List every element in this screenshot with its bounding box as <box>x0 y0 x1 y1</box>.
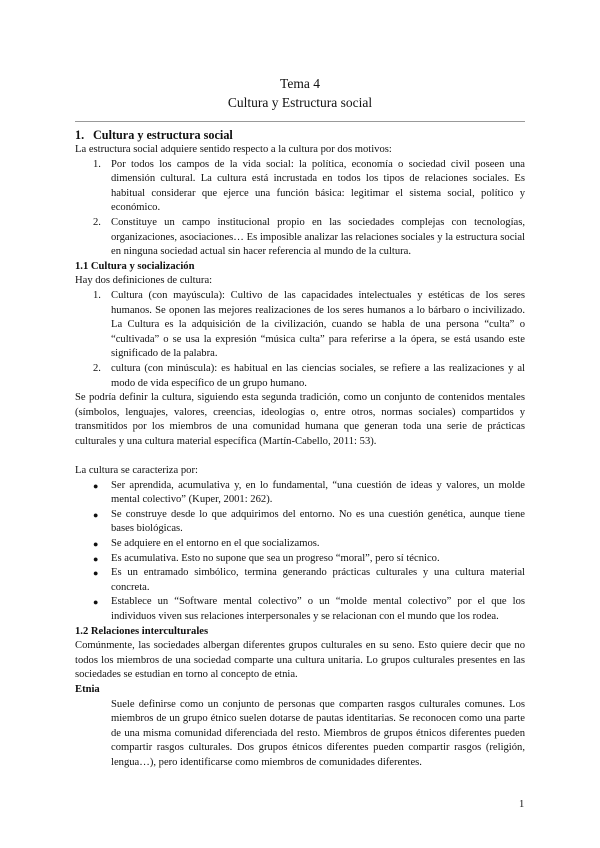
traits-list <box>75 479 525 625</box>
etnia-paragraph: Suele definirse como un conjunto de personas que comparten rasgos culturales comunes. Los miembros de un grupo étnico suelen dotarse de pautas identitarias. Se reconocen como una parte de una misma comunidad diferenciada del resto. Miembros de grupos étnicos diferentes pueden compartir rasgos culturales. Dos grupos étnicos diferentes pueden compartir rasgos (religión, lengua…), pero identificarse como miembros de comunidades diferentes. <box>111 698 525 768</box>
list-item <box>75 362 525 391</box>
list-item-text: Constituye un campo institucional propio en las sociedades complejas con tecnologías, organizaciones, asociaciones… Es imposible analizar las relaciones sociales y la estructura social en ninguna sociedad actual sin hacer referencia al mundo de la cultura. <box>111 216 525 258</box>
bullet-icon: ● <box>93 539 99 550</box>
list-item-text: Se construye desde lo que adquirimos del entorno. No es una cuestión genética, aunque tiene bases biológicas. <box>111 508 525 535</box>
list-item-text: Establece un “Software mental colectivo” o un “molde mental colectivo” por el que los individuos viven sus relaciones interpersonales y se relacionan con el mundo que los rodea. <box>111 596 525 622</box>
section-1-heading <box>75 127 525 143</box>
list-item-text: cultura (con minúscula): es habitual en las ciencias sociales, se refiere a las realizaciones y al modo de vida específico de un grupo humano. <box>111 362 525 389</box>
traits-intro: La cultura se caracteriza por: <box>75 465 198 477</box>
topic-title: Cultura y Estructura social <box>227 95 373 110</box>
page-number: 1 <box>519 799 525 810</box>
list-item <box>75 566 525 595</box>
list-item <box>75 216 525 260</box>
section-1-title: Cultura y estructura social <box>93 128 233 142</box>
section-1-number: 1. <box>75 128 85 142</box>
paragraph-spacer <box>75 449 525 464</box>
list-item <box>75 552 525 567</box>
section-1-1-intro: Hay dos definiciones de cultura: <box>75 275 213 287</box>
bullet-icon: ● <box>93 553 99 564</box>
section-1-1-heading: 1.1 Cultura y socialización <box>75 260 195 272</box>
list-item-text: Ser aprendida, acumulativa y, en lo fundamental, “una cuestión de ideas y valores, un molde mental colectivo” (Kuper, 2001: 262). <box>111 479 525 506</box>
list-item <box>75 595 525 624</box>
section-1-list <box>75 158 525 260</box>
bullet-icon: ● <box>93 480 99 491</box>
list-item-text: Cultura (con mayúscula): Cultivo de las capacidades intelectuales y estéticas de los seres humanos. Se oponen las mejores realizaciones de los seres humanos a lo bárbaro o incivilizado. La Cultura es la adquisición de la civilización, cuando se habla de una persona “culta” o “cultivada” o se usa la expresión “música culta” para referirse a la ópera, se está usando este significado de la palabra. <box>111 289 525 360</box>
document-header <box>0 74 600 112</box>
list-marker: 1. <box>93 289 101 301</box>
document-body <box>75 127 525 771</box>
list-item <box>75 158 525 216</box>
bullet-icon: ● <box>93 597 99 608</box>
section-1-2-heading: 1.2 Relaciones interculturales <box>75 625 209 637</box>
list-marker: 2. <box>93 216 101 228</box>
topic-number: Tema 4 <box>280 76 320 91</box>
header-divider <box>75 121 525 122</box>
list-item-text: Se adquiere en el entorno en el que socializamos. <box>111 538 320 550</box>
culture-definition-paragraph: Se podría definir la cultura, siguiendo esta segunda tradición, como un conjunto de contenidos mentales (símbolos, lenguajes, valores, creencias, ideologías o, entre otros, normas sociales) compartidos y transmitidos por los miembros de una comunidad humana que generan toda una serie de prácticas culturales y una cultura material específica (Martín-Cabello, 2011: 53). <box>75 392 525 447</box>
list-item-text: Es acumulativa. Esto no supone que sea un progreso “moral”, pero sí técnico. <box>111 552 440 564</box>
list-item-text: Es un entramado simbólico, termina generando prácticas culturales y una cultura material concreta. <box>111 567 525 593</box>
list-item <box>75 289 525 362</box>
section-1-intro: La estructura social adquiere sentido respecto a la cultura por dos motivos: <box>75 144 392 155</box>
section-1-2-intro: Comúnmente, las sociedades albergan diferentes grupos culturales en su seno. Esto quiere decir que no todos los miembros de una sociedad comparte una cultura unitaria. Lo grupos culturales presentes en las sociedades se estudian en torno al concepto de etnia. <box>75 640 525 681</box>
bullet-icon: ● <box>93 509 99 520</box>
bullet-icon: ● <box>93 568 99 579</box>
etnia-heading: Etnia <box>75 683 100 695</box>
definitions-list <box>75 289 525 391</box>
list-item-text: Por todos los campos de la vida social: la política, economía o sociedad civil poseen una dimensión cultural. La cultura está incrustada en todos los tipos de relaciones sociales. Es habitual considerar que ejerce una función básica: legitimar el sistema social, político y económico. <box>111 158 525 214</box>
list-marker: 1. <box>93 158 101 170</box>
list-item <box>75 537 525 552</box>
list-marker: 2. <box>93 362 101 374</box>
list-item <box>75 508 525 537</box>
list-item <box>75 479 525 508</box>
